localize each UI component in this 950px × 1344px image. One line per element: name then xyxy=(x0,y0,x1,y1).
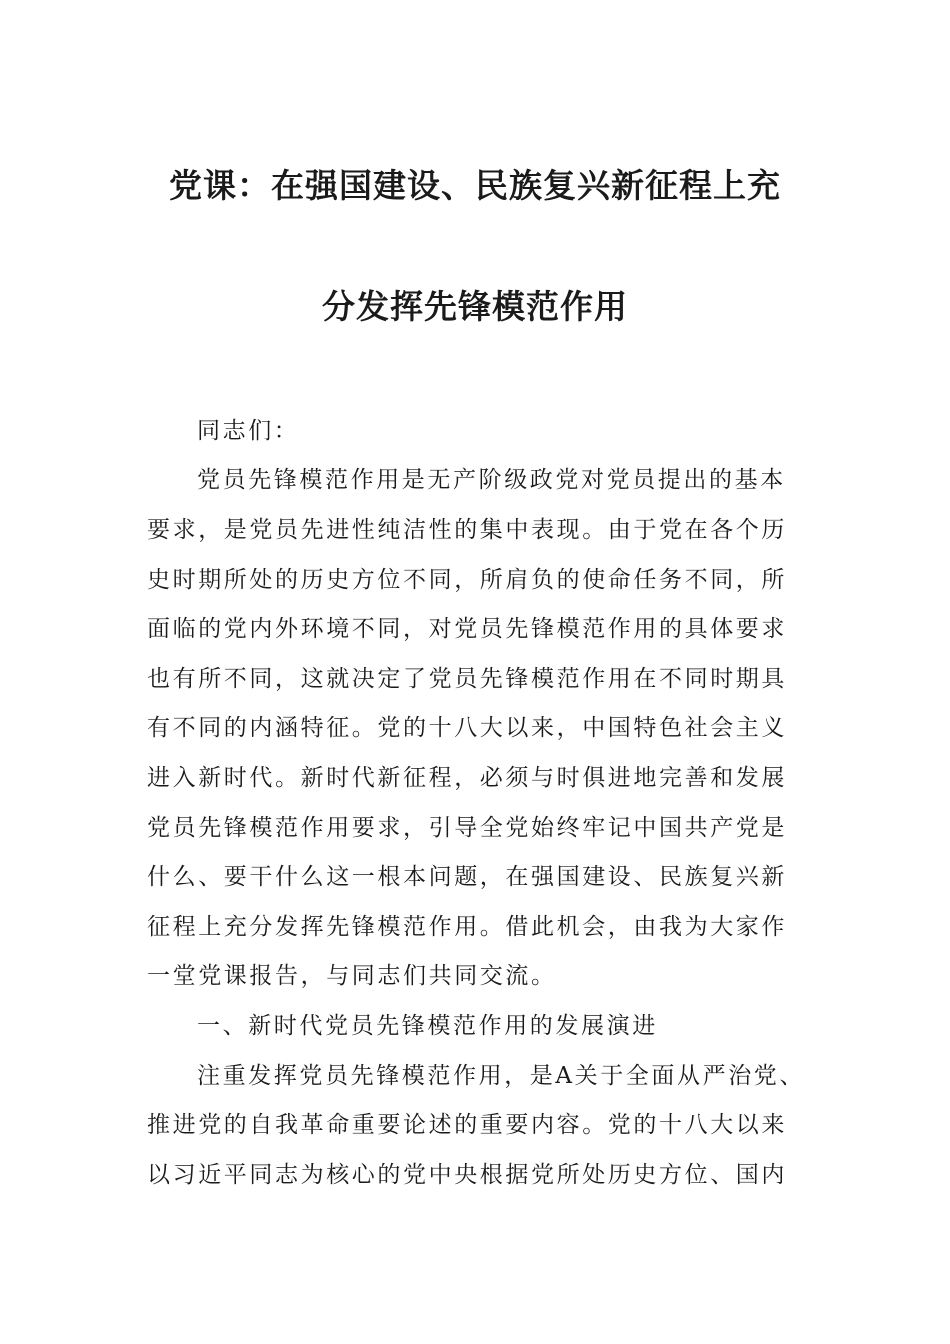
section-heading: 一、新时代党员先锋模范作用的发展演进 xyxy=(197,1013,658,1039)
document-title-line-1: 党课：在强国建设、民族复兴新征程上充 xyxy=(169,166,781,205)
paragraph-line: 一堂党课报告，与同志们共同交流。 xyxy=(147,963,557,989)
paragraph-line: 推进党的自我革命重要论述的重要内容。党的十八大以来 xyxy=(147,1112,787,1138)
paragraph-line: 有不同的内涵特征。党的十八大以来，中国特色社会主义 xyxy=(147,715,787,741)
paragraph-line: 史时期所处的历史方位不同，所肩负的使命任务不同，所 xyxy=(147,567,787,593)
salutation: 同志们： xyxy=(197,418,300,444)
paragraph-line: 要求，是党员先进性纯洁性的集中表现。由于党在各个历 xyxy=(147,517,787,543)
paragraph-line: 进入新时代。新时代新征程，必须与时俱进地完善和发展 xyxy=(147,765,787,791)
document-title-line-2: 分发挥先锋模范作用 xyxy=(322,287,628,326)
paragraph-line: 征程上充分发挥先锋模范作用。借此机会，由我为大家作 xyxy=(147,914,787,940)
paragraph-line: 党员先锋模范作用要求，引导全党始终牢记中国共产党是 xyxy=(147,815,787,841)
paragraph-line: 面临的党内外环境不同，对党员先锋模范作用的具体要求 xyxy=(147,616,787,642)
paragraph-line: 注重发挥党员先锋模范作用，是A关于全面从严治党、 xyxy=(197,1063,806,1089)
paragraph-line: 党员先锋模范作用是无产阶级政党对党员提出的基本 xyxy=(197,467,786,493)
paragraph-line: 也有所不同，这就决定了党员先锋模范作用在不同时期具 xyxy=(147,666,787,692)
paragraph-line: 什么、要干什么这一根本问题，在强国建设、民族复兴新 xyxy=(147,864,787,890)
paragraph-line: 以习近平同志为核心的党中央根据党所处历史方位、国内 xyxy=(147,1162,787,1188)
